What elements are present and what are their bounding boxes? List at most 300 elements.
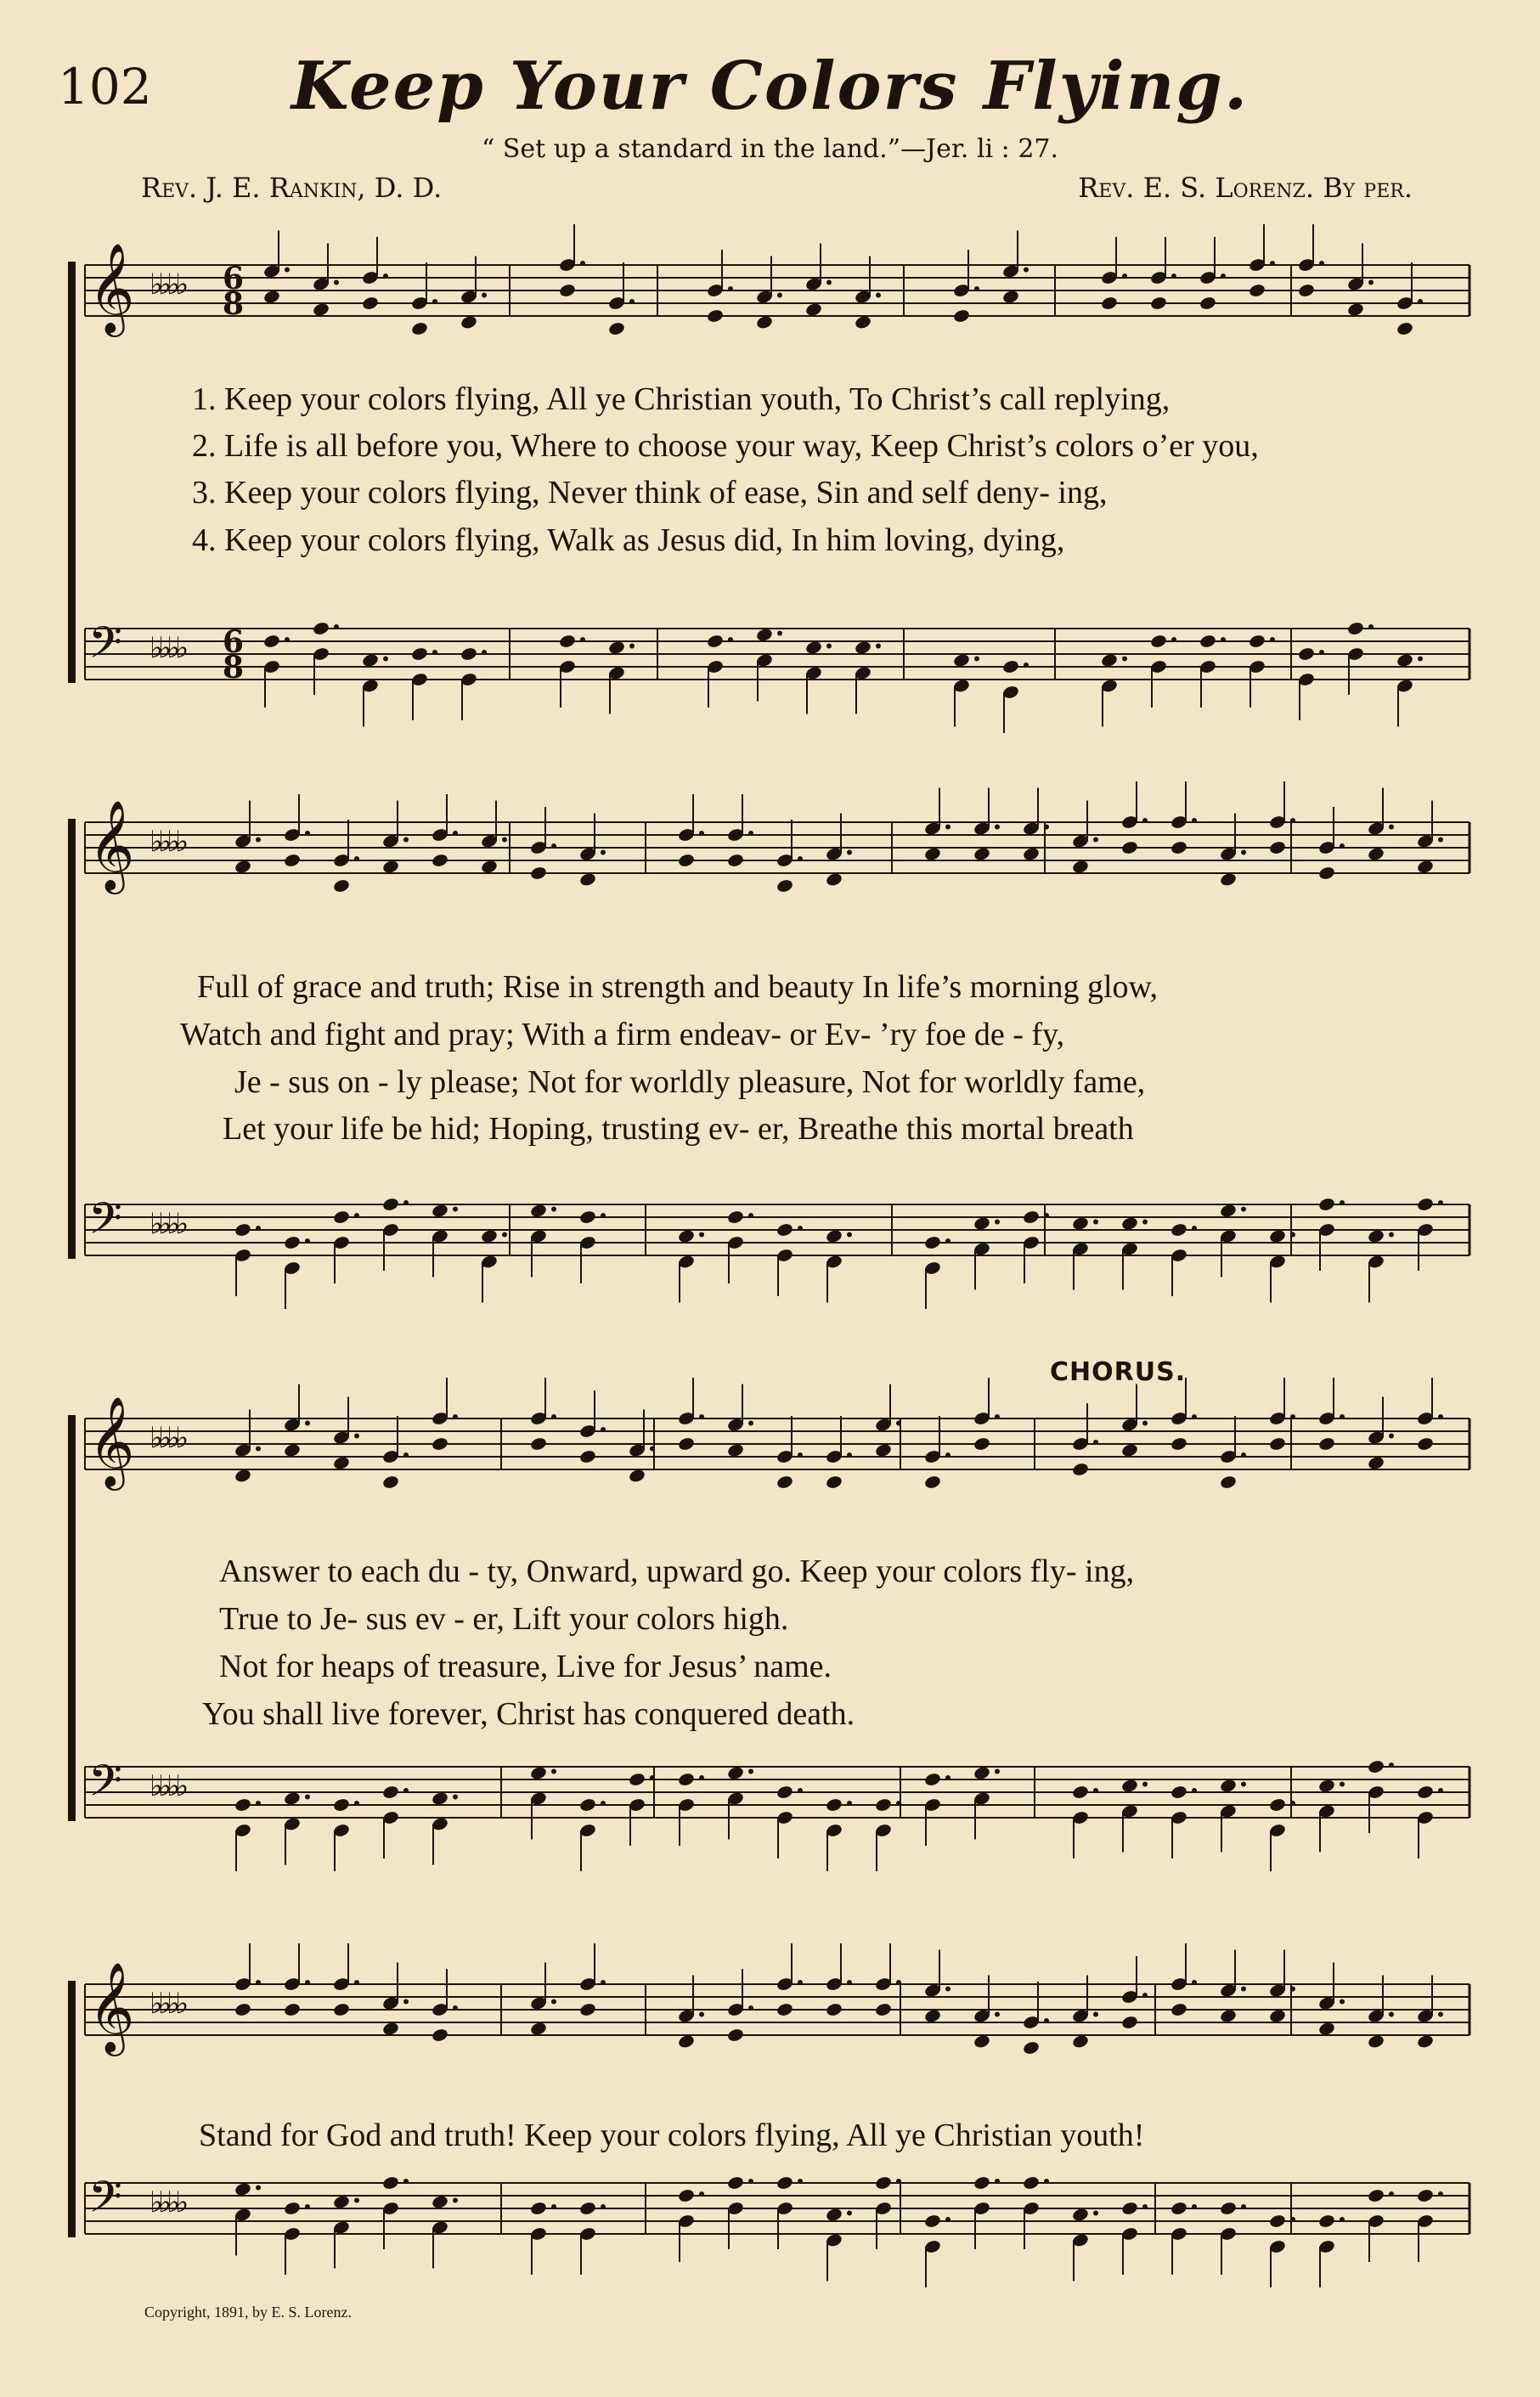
dot xyxy=(354,1434,359,1439)
note-head xyxy=(1199,296,1216,311)
dot xyxy=(1221,637,1226,642)
note-head xyxy=(726,2028,744,2043)
note-head xyxy=(1170,2002,1187,2017)
note-head xyxy=(234,2181,251,2197)
note-head xyxy=(578,2201,596,2216)
dot xyxy=(699,831,704,836)
dot xyxy=(1192,1226,1197,1231)
note-head xyxy=(332,1797,350,1813)
system-bracket xyxy=(68,819,76,1259)
verse-3-line-1: 3. Keep your colors flying, Never think of ease, Sin and self deny- ing, xyxy=(192,475,1108,510)
dot xyxy=(1438,1200,1443,1205)
dot xyxy=(1290,1801,1295,1806)
note-head xyxy=(923,2008,941,2023)
note-head xyxy=(1170,1436,1187,1452)
note-head xyxy=(607,640,625,655)
dot xyxy=(777,293,782,298)
note-head xyxy=(1367,2033,1385,2049)
note-head xyxy=(431,1203,448,1218)
dot xyxy=(896,1421,901,1426)
dot xyxy=(876,644,881,649)
dot xyxy=(1171,274,1176,279)
verse-3-line-2: Je - sus on - ly please; Not for worldly pleasure, Not for worldly fame, xyxy=(234,1064,1146,1100)
note-head xyxy=(1120,1442,1138,1458)
dot xyxy=(896,1801,901,1806)
note-head xyxy=(677,2188,695,2203)
dot xyxy=(1340,1200,1345,1205)
note-head xyxy=(804,640,822,655)
note-head xyxy=(529,1203,547,1218)
note-head xyxy=(1219,2201,1237,2216)
verse-4-line-2: Let your life be hid; Hoping, trusting ev- er, Breathe this mortal breath xyxy=(223,1111,1134,1147)
dot xyxy=(1418,657,1423,662)
note-head xyxy=(410,321,428,336)
chorus-label: CHORUS. xyxy=(1050,1357,1187,1387)
note-head xyxy=(1268,1436,1286,1452)
note-head xyxy=(1317,2021,1335,2036)
dot xyxy=(551,1414,556,1419)
dot xyxy=(601,1801,606,1806)
note-head xyxy=(529,1765,547,1780)
note-head xyxy=(1149,296,1167,311)
dot xyxy=(601,1213,606,1218)
key-signature: ♭♭♭♭ xyxy=(149,1421,184,1455)
note-head xyxy=(1022,846,1040,861)
dot xyxy=(798,1788,803,1793)
dot xyxy=(482,293,487,298)
note-head xyxy=(776,2175,793,2191)
note-head xyxy=(312,621,330,636)
note-head xyxy=(578,2002,596,2017)
dot xyxy=(403,1452,409,1458)
dot xyxy=(1290,1414,1295,1419)
note-head xyxy=(262,289,280,304)
dot xyxy=(1093,1788,1098,1793)
dot xyxy=(945,825,951,830)
dot xyxy=(1221,274,1226,279)
dot xyxy=(1093,2211,1098,2216)
note-head xyxy=(825,871,843,887)
note-head xyxy=(1022,2175,1040,2191)
dot xyxy=(1438,1788,1443,1793)
dot xyxy=(748,1421,753,1426)
dot xyxy=(945,1775,951,1780)
note-head xyxy=(332,2194,350,2209)
dot xyxy=(453,1207,458,1212)
note-head xyxy=(283,2201,301,2216)
page-number: 102 xyxy=(58,58,152,116)
note-head xyxy=(1248,283,1266,298)
dot xyxy=(601,2204,606,2209)
dot xyxy=(1319,261,1324,266)
note-head xyxy=(283,853,301,868)
verse-2-line-3: True to Je- sus ev - er, Lift your colors high. xyxy=(219,1601,789,1637)
verse-1-line-1: 1. Keep your colors flying, All ye Christian youth, To Christ’s call replying, xyxy=(192,381,1171,417)
dot xyxy=(453,831,458,836)
bass-clef: 𝄢 xyxy=(88,1193,122,1255)
dot xyxy=(1024,663,1029,668)
note-head xyxy=(1297,283,1315,298)
note-head xyxy=(677,1772,695,1787)
dot xyxy=(453,2198,458,2203)
dot xyxy=(826,280,832,285)
dot xyxy=(383,657,388,662)
dot xyxy=(1389,1232,1394,1238)
dot xyxy=(1270,637,1275,642)
note-head xyxy=(1396,652,1413,668)
dot xyxy=(403,1788,409,1793)
dot xyxy=(629,644,635,649)
dot xyxy=(650,1447,655,1452)
dot xyxy=(699,2191,704,2197)
note-head xyxy=(381,2021,399,2036)
note-head xyxy=(234,859,251,874)
dot xyxy=(383,274,388,279)
dot xyxy=(728,637,733,642)
note-head xyxy=(825,2207,843,2222)
dot xyxy=(1044,2179,1049,2184)
dot xyxy=(1241,1782,1246,1787)
dot xyxy=(1241,850,1246,855)
dot xyxy=(748,2179,753,2184)
dot xyxy=(995,1414,1000,1419)
dot xyxy=(601,1427,606,1432)
note-head xyxy=(578,871,596,887)
dot xyxy=(1192,1980,1197,1985)
note-head xyxy=(558,634,576,649)
dot xyxy=(1340,2217,1345,2222)
system-bracket xyxy=(68,262,76,683)
dot xyxy=(551,1207,556,1212)
note-head xyxy=(361,652,379,668)
note-head xyxy=(1297,646,1315,662)
note-head xyxy=(283,1442,301,1458)
time-signature-top: 6 xyxy=(223,624,245,660)
dot xyxy=(1368,624,1374,629)
dot xyxy=(1438,2012,1443,2017)
note-head xyxy=(234,1222,251,1238)
dot xyxy=(995,825,1000,830)
dot xyxy=(551,1769,556,1774)
note-head xyxy=(755,314,773,330)
dot xyxy=(305,1421,310,1426)
note-head xyxy=(973,1436,990,1452)
note-head xyxy=(1170,1785,1187,1800)
dot xyxy=(256,1226,261,1231)
dot xyxy=(285,637,290,642)
dot xyxy=(699,2012,704,2017)
dot xyxy=(748,1769,753,1774)
note-head xyxy=(1416,2033,1434,2049)
note-head xyxy=(1120,1215,1138,1231)
note-head xyxy=(776,2002,793,2017)
note-head xyxy=(1268,2214,1286,2229)
note-head xyxy=(578,1210,596,1225)
note-head xyxy=(628,1772,646,1787)
dot xyxy=(1192,1414,1197,1419)
dot xyxy=(876,293,881,298)
dot xyxy=(974,286,979,291)
note-head xyxy=(1346,302,1364,317)
dot xyxy=(551,2204,556,2209)
note-head xyxy=(706,308,724,324)
dot xyxy=(1171,637,1176,642)
note-head xyxy=(677,853,695,868)
key-signature: ♭♭♭♭ xyxy=(149,268,184,302)
dot xyxy=(580,637,585,642)
note-head xyxy=(1268,1797,1286,1813)
note-head xyxy=(706,634,724,649)
dot xyxy=(995,1769,1000,1774)
dot xyxy=(305,1238,310,1244)
system-bracket xyxy=(68,1415,76,1821)
note-head xyxy=(726,1442,744,1458)
note-head xyxy=(1367,1455,1385,1470)
note-head xyxy=(529,2021,547,2036)
hymn-title: Keep Your Colors Flying. xyxy=(291,48,1249,125)
note-head xyxy=(283,2002,301,2017)
note-head xyxy=(952,308,970,324)
dot xyxy=(650,1775,655,1780)
note-head xyxy=(332,1455,350,1470)
note-head xyxy=(1071,1462,1089,1477)
refrain-line: Stand for God and truth! Keep your colors flying, All ye Christian youth! xyxy=(199,2118,1145,2153)
note-head xyxy=(1367,2188,1385,2203)
dot xyxy=(826,644,832,649)
dot xyxy=(1142,1993,1148,1998)
bass-clef: 𝄢 xyxy=(88,2171,122,2233)
note-head xyxy=(529,1436,547,1452)
dot xyxy=(1340,1414,1345,1419)
note-head xyxy=(776,1222,793,1238)
dot xyxy=(1368,280,1374,285)
dot xyxy=(354,1213,359,1218)
dot xyxy=(1044,2018,1049,2023)
note-head xyxy=(381,859,399,874)
note-head xyxy=(804,302,822,317)
verse-3-line-3: Not for heaps of treasure, Live for Jesus’ name. xyxy=(219,1649,832,1684)
note-head xyxy=(431,1436,448,1452)
note-head xyxy=(726,1765,744,1780)
dot xyxy=(728,286,733,291)
note-head xyxy=(558,283,576,298)
dot xyxy=(1389,2191,1394,2197)
dot xyxy=(974,657,979,662)
dot xyxy=(945,1987,951,1992)
note-head xyxy=(973,846,990,861)
dot xyxy=(945,1238,951,1244)
note-head xyxy=(973,1765,990,1780)
note-head xyxy=(1170,840,1187,855)
key-signature: ♭♭♭♭ xyxy=(149,2186,184,2219)
note-head xyxy=(234,1797,251,1813)
note-head xyxy=(726,2175,744,2191)
dot xyxy=(1122,657,1127,662)
key-signature: ♭♭♭♭ xyxy=(149,1207,184,1241)
dot xyxy=(699,1232,704,1238)
note-head xyxy=(874,2002,892,2017)
dot xyxy=(1192,2204,1197,2209)
note-head xyxy=(234,1468,251,1483)
dot xyxy=(1241,2204,1246,2209)
dot xyxy=(305,1795,310,1800)
note-head xyxy=(1149,634,1167,649)
note-head xyxy=(1268,2008,1286,2023)
dot xyxy=(1418,299,1423,304)
dot xyxy=(502,1232,507,1238)
note-head xyxy=(628,1468,646,1483)
note-head xyxy=(234,2002,251,2017)
treble-clef: 𝄞 xyxy=(88,1396,135,1486)
verse-2-line-2: Watch and fight and pray; With a firm endeav- or Ev- ’ry foe de - fy, xyxy=(180,1017,1065,1052)
note-head xyxy=(1071,859,1089,874)
dot xyxy=(1093,1440,1098,1445)
dot xyxy=(432,650,437,655)
note-head xyxy=(460,314,477,330)
dot xyxy=(334,624,339,629)
note-head xyxy=(1416,1197,1434,1212)
note-head xyxy=(1071,1215,1089,1231)
note-head xyxy=(460,646,477,662)
note-head xyxy=(529,2201,547,2216)
dot xyxy=(1389,825,1394,830)
note-head xyxy=(1219,2008,1237,2023)
note-head xyxy=(578,1797,596,1813)
verse-1-line-3: Answer to each du - ty, Onward, upward go. Keep your colors fly- ing, xyxy=(219,1554,1135,1589)
dot xyxy=(798,1226,803,1231)
dot xyxy=(1290,2217,1295,2222)
note-head xyxy=(825,1228,843,1244)
dot xyxy=(305,1980,310,1985)
note-head xyxy=(923,846,941,861)
dot xyxy=(256,2186,261,2191)
dot xyxy=(305,2204,310,2209)
dot xyxy=(551,843,556,849)
dot xyxy=(453,1414,458,1419)
note-head xyxy=(332,878,350,894)
note-head xyxy=(283,1791,301,1806)
note-head xyxy=(332,2002,350,2017)
dot xyxy=(1192,1788,1197,1793)
note-head xyxy=(923,1235,941,1250)
note-head xyxy=(1199,634,1216,649)
dot xyxy=(847,1232,852,1238)
note-head xyxy=(381,1475,399,1490)
dot xyxy=(285,268,290,273)
note-head xyxy=(825,1797,843,1813)
note-head xyxy=(1317,2214,1335,2229)
dot xyxy=(1093,838,1098,843)
dot xyxy=(1389,2012,1394,2017)
dot xyxy=(896,2179,901,2184)
note-head xyxy=(1071,2033,1089,2049)
note-head xyxy=(825,2002,843,2017)
dot xyxy=(1319,650,1324,655)
note-head xyxy=(874,1442,892,1458)
dot xyxy=(1290,818,1295,823)
dot xyxy=(798,856,803,861)
note-head xyxy=(1367,846,1385,861)
note-head xyxy=(1170,2201,1187,2216)
note-head xyxy=(381,1785,399,1800)
note-head xyxy=(854,640,872,655)
note-head xyxy=(1346,621,1364,636)
note-head xyxy=(1071,1785,1089,1800)
note-head xyxy=(726,1210,744,1225)
dot xyxy=(1122,274,1127,279)
verse-1-line-2: Full of grace and truth; Rise in strength and beauty In life’s morning glow, xyxy=(197,969,1158,1005)
note-head xyxy=(1248,634,1266,649)
dot xyxy=(1142,1782,1148,1787)
dot xyxy=(847,850,852,855)
note-head xyxy=(973,1215,990,1231)
dot xyxy=(847,2211,852,2216)
note-head xyxy=(1219,1203,1237,1218)
dot xyxy=(1438,1414,1443,1419)
note-head xyxy=(1001,659,1019,674)
dot xyxy=(629,299,635,304)
note-head xyxy=(952,652,970,668)
note-head xyxy=(1268,1228,1286,1244)
verse-2-line-1: 2. Life is all before you, Where to choose your way, Keep Christ’s colors o’er you, xyxy=(192,428,1259,464)
dot xyxy=(1142,1220,1148,1225)
note-head xyxy=(361,296,379,311)
dot xyxy=(1340,843,1345,849)
note-head xyxy=(529,866,547,881)
key-signature: ♭♭♭♭ xyxy=(149,1769,184,1803)
dot xyxy=(699,1775,704,1780)
dot xyxy=(403,838,409,843)
note-head xyxy=(607,321,625,336)
dot xyxy=(354,1801,359,1806)
dot xyxy=(1270,261,1275,266)
note-head xyxy=(381,2175,399,2191)
dot xyxy=(1340,1782,1345,1787)
dot xyxy=(847,1980,852,1985)
system-bracket xyxy=(68,1981,76,2237)
time-signature-bottom: 8 xyxy=(223,650,245,685)
dot xyxy=(798,1452,803,1458)
treble-clef: 𝄞 xyxy=(88,799,135,890)
note-head xyxy=(1022,2040,1040,2056)
note-head xyxy=(431,2194,448,2209)
note-head xyxy=(1219,1475,1237,1490)
composer-credit: Rev. E. S. Lorenz. By per. xyxy=(1078,172,1413,204)
note-head xyxy=(1367,1228,1385,1244)
note-head xyxy=(1100,296,1118,311)
note-head xyxy=(1396,321,1413,336)
note-head xyxy=(1317,1197,1335,1212)
note-head xyxy=(874,2175,892,2191)
note-head xyxy=(410,646,428,662)
note-head xyxy=(726,853,744,868)
note-head xyxy=(480,1228,498,1244)
note-head xyxy=(431,853,448,868)
dot xyxy=(601,850,606,855)
note-head xyxy=(776,1785,793,1800)
note-head xyxy=(1416,859,1434,874)
dot xyxy=(1093,1220,1098,1225)
note-head xyxy=(431,2028,448,2043)
dot xyxy=(1241,1207,1246,1212)
dot xyxy=(601,1980,606,1985)
note-head xyxy=(677,1436,695,1452)
dot xyxy=(1290,1987,1295,1992)
note-head xyxy=(677,1228,695,1244)
dot xyxy=(403,1999,409,2005)
dot xyxy=(1340,1999,1345,2005)
dot xyxy=(256,1801,261,1806)
